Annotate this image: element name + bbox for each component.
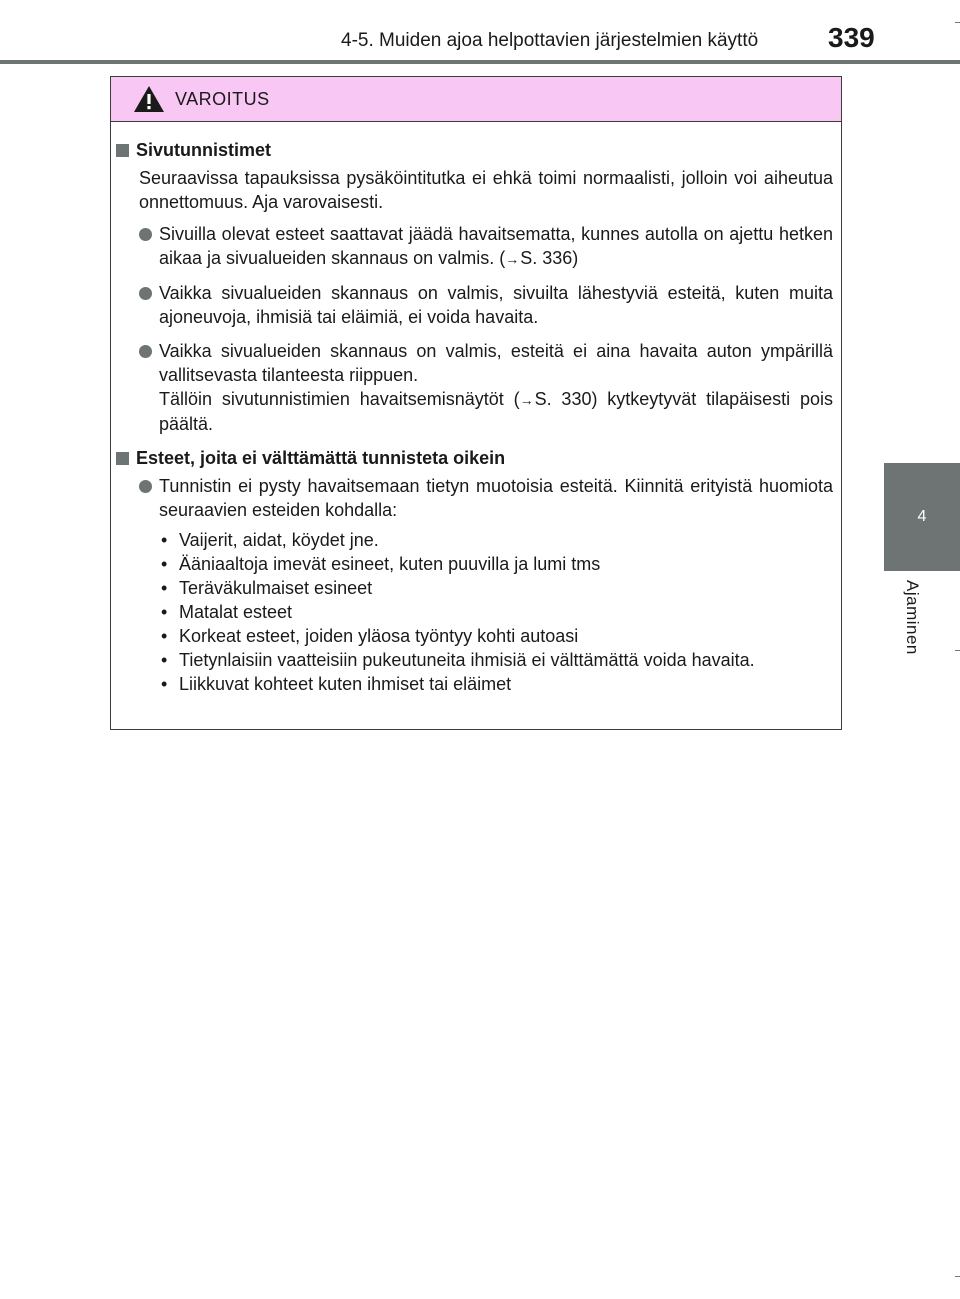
bullet-dot-icon: • — [161, 530, 168, 550]
list-item — [139, 339, 833, 436]
sub-list-item — [161, 600, 833, 624]
sub-list-item — [161, 672, 833, 696]
sub-list-item — [161, 624, 833, 648]
square-bullet-icon — [116, 144, 129, 157]
sub-list-item — [161, 552, 833, 576]
list-item — [139, 281, 833, 329]
section-heading — [116, 446, 833, 470]
bullet-dot-icon: • — [161, 602, 168, 622]
list-item-text: Tunnistin ei pysty havaitsemaan tietyn muotoisia esteitä. Kiinnitä erityistä huomiota seuraavien esteiden kohdalla: — [159, 476, 833, 520]
chapter-label: Ajaminen — [903, 580, 922, 655]
circle-bullet-icon — [139, 480, 152, 493]
bullet-dot-icon: • — [161, 674, 168, 694]
circle-bullet-icon — [139, 345, 152, 358]
list-item-text-part: Sivuilla olevat esteet saattavat jäädä havaitsematta, kunnes autolla on ajettu hetken aikaa ja sivualueiden skannaus on valmis. ( — [159, 224, 833, 268]
bullet-dot-icon: • — [161, 650, 168, 670]
square-bullet-icon — [116, 452, 129, 465]
list-item-text: Vaikka sivualueiden skannaus on valmis, sivuilta lähestyviä esteitä, kuten muita ajoneuvoja, ihmisiä tai eläimiä, ei voida havaita. — [159, 283, 833, 327]
list-item — [139, 222, 833, 271]
warning-box — [110, 76, 842, 730]
sub-list-item — [161, 648, 833, 672]
sub-list-item-text: Vaijerit, aidat, köydet jne. — [179, 530, 379, 550]
crop-mark — [955, 1276, 960, 1277]
sub-list-item-text: Korkeat esteet, joiden yläosa työntyy kohti autoasi — [179, 626, 579, 646]
sub-list-item — [161, 528, 833, 552]
list-item-text-part: Vaikka sivualueiden skannaus on valmis, esteitä ei aina havaita auton ympärillä vallitsevasta tilanteesta riippuen. — [159, 341, 833, 385]
sub-list-item-text: Ääniaaltoja imevät esineet, kuten puuvilla ja lumi tms — [179, 554, 601, 574]
section-title: 4-5. Muiden ajoa helpottavien järjestelmien käyttö — [341, 30, 759, 51]
list-item-text-part: Tällöin sivutunnistimien havaitsemisnäytöt ( — [159, 389, 520, 409]
sub-list — [161, 528, 833, 696]
bullet-dot-icon: • — [161, 578, 168, 598]
warning-body — [111, 122, 841, 696]
crop-mark — [955, 22, 960, 23]
list-item-text — [159, 222, 833, 271]
section-heading-text: Esteet, joita ei välttämättä tunnisteta oikein — [136, 448, 506, 468]
section-heading — [116, 138, 833, 162]
circle-bullet-icon — [139, 287, 152, 300]
bullet-dot-icon: • — [161, 554, 168, 574]
warning-header — [111, 77, 841, 122]
sub-list-item-text: Teräväkulmaiset esineet — [179, 578, 373, 598]
header-divider — [0, 60, 960, 64]
chapter-tab — [884, 463, 960, 571]
crop-mark — [955, 650, 960, 651]
section-intro: Seuraavissa tapauksissa pysäköintitutka ei ehkä toimi normaalisti, jolloin voi aiheutua onnettomuus. Aja varovaisesti. — [139, 168, 833, 212]
page-number: 339 — [828, 22, 875, 53]
warning-triangle-icon — [133, 85, 165, 113]
section-heading-text: Sivutunnistimet — [136, 140, 272, 160]
sub-list-item-text: Matalat esteet — [179, 602, 293, 622]
arrow-right-icon: → — [505, 251, 520, 267]
page-reference: S. 330) kytkeytyvät tilapäisesti pois päältä. — [159, 389, 834, 434]
sub-list-item-text: Liikkuvat kohteet kuten ihmiset tai eläimet — [179, 674, 512, 694]
arrow-right-icon: → — [519, 392, 534, 408]
sub-list-item-text: Tietynlaisiin vaatteisiin pukeutuneita ihmisiä ei välttämättä voida havaita. — [179, 650, 755, 670]
page-reference: S. 336) — [520, 248, 579, 268]
chapter-number: 4 — [917, 508, 927, 525]
list-item — [139, 474, 833, 522]
bullet-dot-icon: • — [161, 626, 168, 646]
list-item-text — [159, 339, 833, 436]
warning-title: VAROITUS — [175, 88, 270, 109]
circle-bullet-icon — [139, 228, 152, 241]
sub-list-item — [161, 576, 833, 600]
